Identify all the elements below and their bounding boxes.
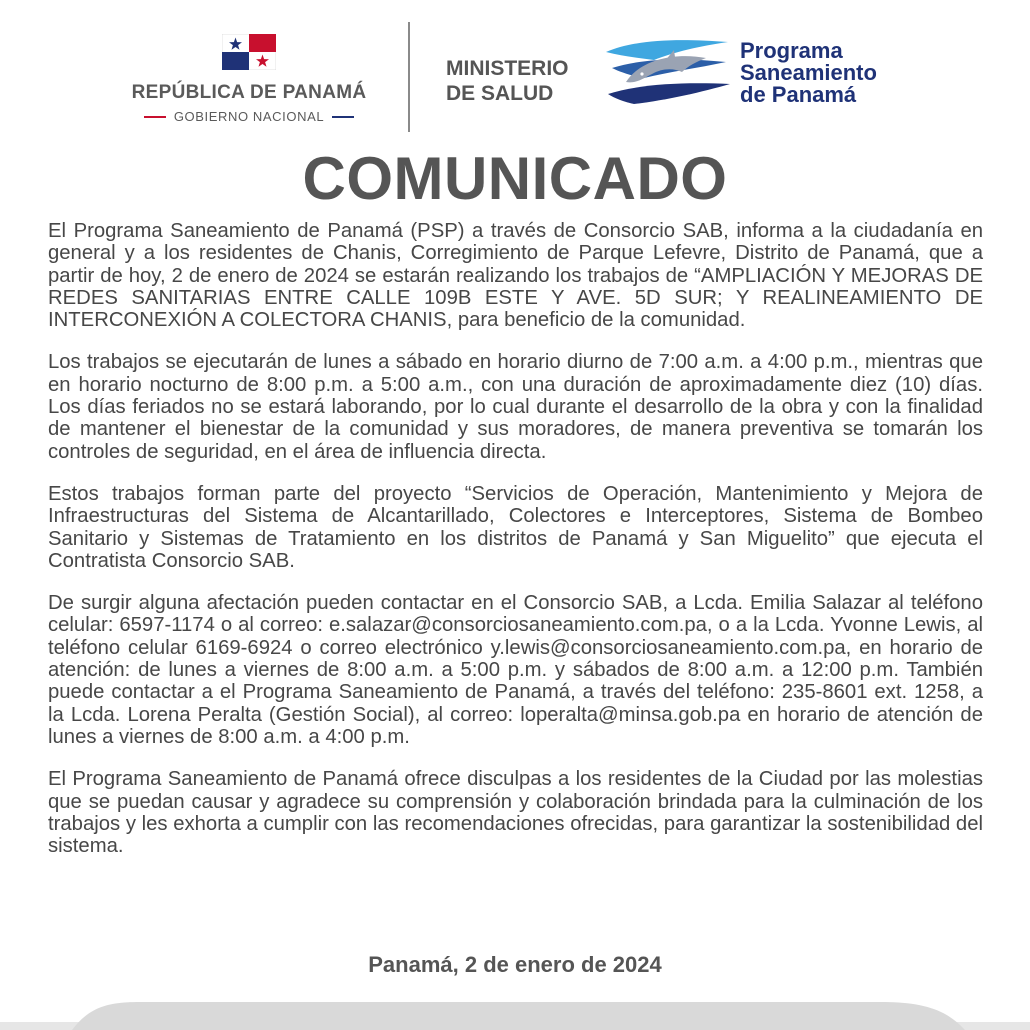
paragraph: De surgir alguna afectación pueden contactar en el Consorcio SAB, a Lcda. Emilia Salazar al teléfono celular: 6597-1174 o al correo: e.salazar@consorciosaneamiento.com.pa, o a la Lcda. Yvonne Lewis, al teléfono celular 6169-6924 o correo electrónico y.lewis@consorciosaneamiento.com.pa, en horario de atención: de lunes a viernes de 8:00 a.m. a 5:00 p.m. y sábados de 8:00 a.m. a 12:00 p.m. También puede contactar a el Programa Saneamiento de Panamá, a través del teléfono: 235-8601 ext. 1258, a la Lcda. Lorena Peralta (Gestión Social), al correo: loperalta@minsa.gob.pa en horario de atención de lunes a viernes de 8:00 a.m. a 4:00 p.m. [48, 592, 983, 748]
ministry-line-1: MINISTERIO [446, 57, 569, 80]
ministry-line-2: DE SALUD [446, 82, 554, 105]
paragraph: Estos trabajos forman parte del proyecto “Servicios de Operación, Mantenimiento y Mejora de Infraestructuras del Sistema de Alcantarillado, Colectores e Interceptores, Sistema de Bombeo Sanitario y Sistemas de Tratamiento en los distritos de Panamá y San Miguelito” que ejecuta el Contratista Consorcio SAB. [48, 482, 983, 572]
paragraph: El Programa Saneamiento de Panamá ofrece disculpas a los residentes de la Ciudad por las molestias que se puedan causar y agradece su comprensión y colaboración brindada para la culminación de los trabajos y les exhorta a cumplir con las recomendaciones ofrecidas, para garantizar la sostenibilidad del sistema. [48, 768, 983, 858]
page-title: COMUNICADO [302, 145, 728, 212]
blue-dash-right [332, 116, 354, 118]
program-name [740, 40, 877, 106]
ministry-name [446, 56, 569, 106]
program-line-3: de Panamá [740, 82, 857, 107]
red-dash-left [144, 116, 166, 118]
communique-body [48, 220, 983, 877]
panama-flag-icon [222, 34, 276, 70]
dolphin-waves-icon [604, 38, 734, 110]
government-name: REPÚBLICA DE PANAMÁ [131, 82, 367, 103]
paragraph: Los trabajos se ejecutarán de lunes a sábado en horario diurno de 7:00 a.m. a 4:00 p.m., mientras que en horario nocturno de 8:00 p.m. a 5:00 a.m., con una duración de aproximadamente diez (10) días. Los días feriados no se estará laborando, por lo cual durante el desarrollo de la obra y con la finalidad de mantener el bienestar de la comunidad y sus moradores, de manera preventiva se tomarán los controles de seguridad, en el área de influencia directa. [48, 351, 983, 463]
header [0, 0, 1030, 140]
bottom-decorative-bar [0, 1000, 1030, 1030]
program-line-2: Saneamiento [740, 60, 877, 85]
paragraph: El Programa Saneamiento de Panamá (PSP) a través de Consorcio SAB, informa a la ciudadanía en general y a los residentes de Chanis, Corregimiento de Parque Lefevre, Distrito de Panamá, que a partir de hoy, 2 de enero de 2024 se estarán realizando los trabajos de “AMPLIACIÓN Y MEJORAS DE REDES SANITARIAS ENTRE CALLE 109B ESTE Y AVE. 5D SUR; Y REALINEAMIENTO DE INTERCONEXIÓN A COLECTORA CHANIS, para beneficio de la comunidad. [48, 220, 983, 332]
government-subtitle [118, 109, 380, 124]
government-logo [118, 34, 380, 124]
footer-date: Panamá, 2 de enero de 2024 [368, 952, 662, 977]
government-subtitle-text: GOBIERNO NACIONAL [173, 109, 325, 124]
header-divider [408, 22, 410, 132]
program-line-1: Programa [740, 38, 843, 63]
